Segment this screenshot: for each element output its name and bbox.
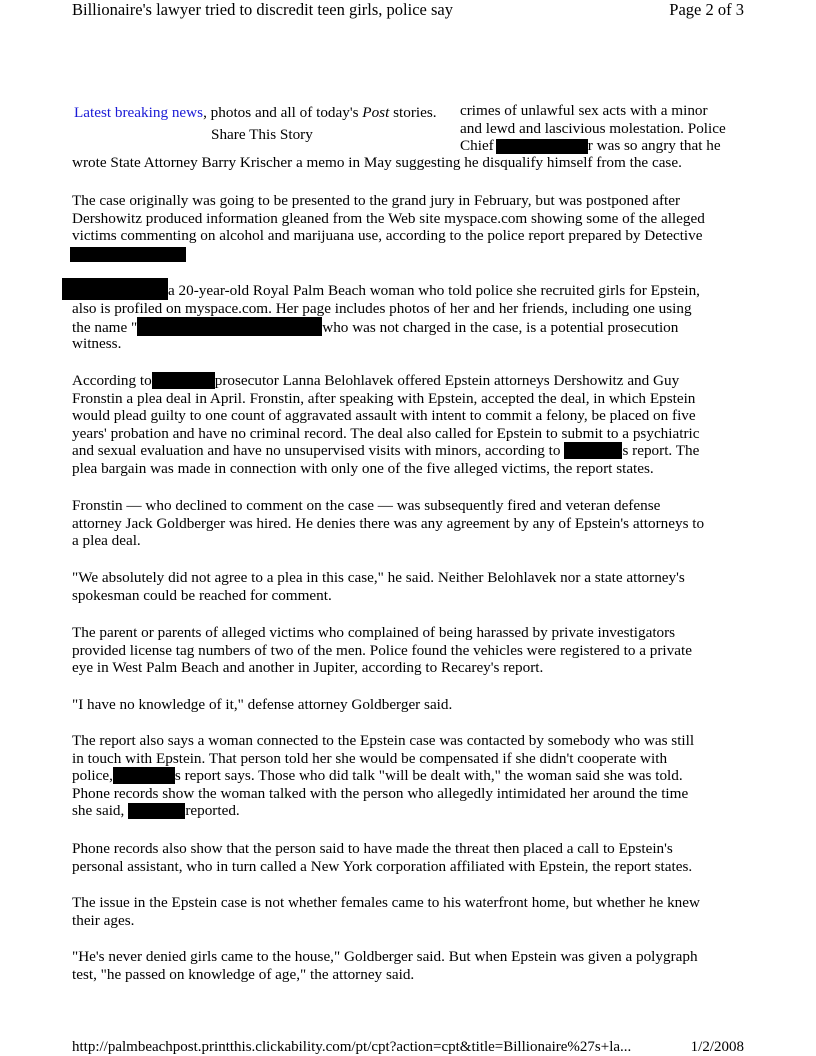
text-segment: police, (72, 767, 113, 785)
redaction-box (137, 317, 322, 336)
text-line: wrote State Attorney Barry Krischer a memo in May suggesting he disqualify himself from the case. (72, 154, 682, 171)
text-segment: s report. The (622, 442, 700, 460)
paragraph (72, 894, 744, 929)
text-line: "I have no knowledge of it," defense attorney Goldberger said. (72, 696, 453, 713)
page-header-title: Billionaire's lawyer tried to discredit teen girls, police say (72, 0, 453, 19)
paragraph (72, 696, 744, 714)
promo-line (74, 104, 437, 122)
text-line (72, 317, 744, 335)
redaction-box (152, 372, 215, 389)
text-segment: who was not charged in the case, is a potential prosecution (322, 319, 679, 337)
text-line: The case originally was going to be presented to the grand jury in February, but was postponed after (72, 192, 681, 209)
paragraph (72, 282, 744, 352)
page-number: Page 2 of 3 (669, 0, 744, 19)
text-line (72, 372, 744, 390)
text-line: Fronstin a plea deal in April. Fronstin, after speaking with Epstein, accepted the deal, in which Epstein (72, 389, 696, 407)
text-line-rest: r was so angry that he (587, 137, 721, 155)
footer-date: 1/2/2008 (690, 1039, 744, 1055)
text-line: and lewd and lascivious molestation. Police (460, 119, 726, 137)
paragraph (72, 569, 744, 604)
paragraph (72, 948, 744, 983)
text-segment: s report says. Those who did talk "will be dealt with," the woman said she was told. (174, 767, 683, 785)
text-segment: she said, (72, 802, 125, 820)
text-line: a 20-year-old Royal Palm Beach woman who told police she recruited girls for Epstein, (168, 282, 700, 299)
text-line: Phone records also show that the person said to have made the threat then placed a call to Epstein's (72, 840, 673, 857)
text-line: "He's never denied girls came to the house," Goldberger said. But when Epstein was given a polygraph (72, 948, 698, 965)
text-line: eye in West Palm Beach and another in Jupiter, according to Recarey's report. (72, 659, 544, 677)
promo-post: Post (362, 104, 390, 121)
text-segment: and sexual evaluation and have no unsupervised visits with minors, according to (72, 442, 561, 460)
text-line: years' probation and have no criminal record. The deal also called for Epstein to submit to a psychiatric (72, 424, 700, 442)
text-line: provided license tag numbers of two of the men. Police found the vehicles were registered to a private (72, 641, 692, 659)
paragraph (72, 732, 744, 820)
text-line: witness. (72, 334, 122, 352)
paragraph (72, 192, 744, 245)
paragraph (72, 840, 744, 875)
text-segment: According to (72, 372, 152, 389)
paragraph (72, 624, 744, 677)
text-line: plea bargain was made in connection with only one of the five alleged victims, the report states. (72, 459, 654, 477)
paragraph (72, 497, 744, 550)
text-chief: Chief (460, 137, 494, 155)
text-line: personal assistant, who in turn called a New York corporation affiliated with Epstein, the report states. (72, 857, 693, 875)
text-line: "We absolutely did not agree to a plea in this case," he said. Neither Belohlavek nor a state attorney's (72, 569, 685, 586)
right-column-text (460, 102, 726, 155)
text-line: their ages. (72, 911, 135, 929)
text-line: a plea deal. (72, 532, 141, 550)
text-segment: reported. (185, 802, 240, 820)
text-line: The parent or parents of alleged victims who complained of being harassed by private investigators (72, 624, 676, 641)
promo-text-a: , photos and all of today's (203, 104, 363, 121)
redaction-box (496, 139, 588, 154)
text-segment: prosecutor Lanna Belohlavek offered Epstein attorneys Dershowitz and Guy (214, 372, 680, 389)
latest-news-link[interactable]: Latest breaking news (74, 104, 204, 121)
text-line: in touch with Epstein. That person told her she would be compensated if she didn't cooperate with (72, 749, 668, 767)
text-line: Fronstin — who declined to comment on the case — was subsequently fired and veteran defense (72, 497, 661, 514)
paragraph (72, 154, 744, 172)
text-line (72, 802, 744, 820)
text-line: spokesman could be reached for comment. (72, 586, 332, 604)
text-line: Phone records show the woman talked with the person who allegedly intimidated her around the time (72, 784, 689, 802)
text-line: would plead guilty to one count of aggravated assault with intent to commit a felony, be placed on five (72, 407, 696, 425)
text-line: The issue in the Epstein case is not whether females came to his waterfront home, but whether he knew (72, 894, 700, 911)
text-line: The report also says a woman connected to the Epstein case was contacted by somebody who was still (72, 732, 695, 749)
text-line: crimes of unlawful sex acts with a minor (460, 102, 708, 119)
redaction-box (113, 767, 175, 784)
text-line: attorney Jack Goldberger was hired. He denies there was any agreement by any of Epstein's attorneys to (72, 514, 705, 532)
redaction-box (564, 442, 622, 459)
text-line (460, 137, 726, 155)
paragraph (72, 372, 744, 478)
text-line: victims commenting on alcohol and marijuana use, according to the police report prepared by Detective (72, 227, 703, 245)
redaction-box (70, 247, 186, 262)
text-line: Dershowitz produced information gleaned from the Web site myspace.com showing some of the alleged (72, 209, 705, 227)
redaction-box (128, 803, 185, 819)
footer-url: http://palmbeachpost.printthis.clickability.com/pt/cpt?action=cpt&title=Billionaire%27s+la... (72, 1039, 632, 1055)
text-line: test, "he passed on knowledge of age," the attorney said. (72, 965, 415, 983)
text-segment: the name " (72, 319, 138, 337)
text-line (72, 442, 744, 460)
promo-text-b: stories. (389, 104, 437, 121)
text-line: also is profiled on myspace.com. Her page includes photos of her and her friends, including one using (72, 299, 692, 317)
share-this-story[interactable]: Share This Story (211, 126, 313, 143)
text-line (72, 767, 744, 785)
